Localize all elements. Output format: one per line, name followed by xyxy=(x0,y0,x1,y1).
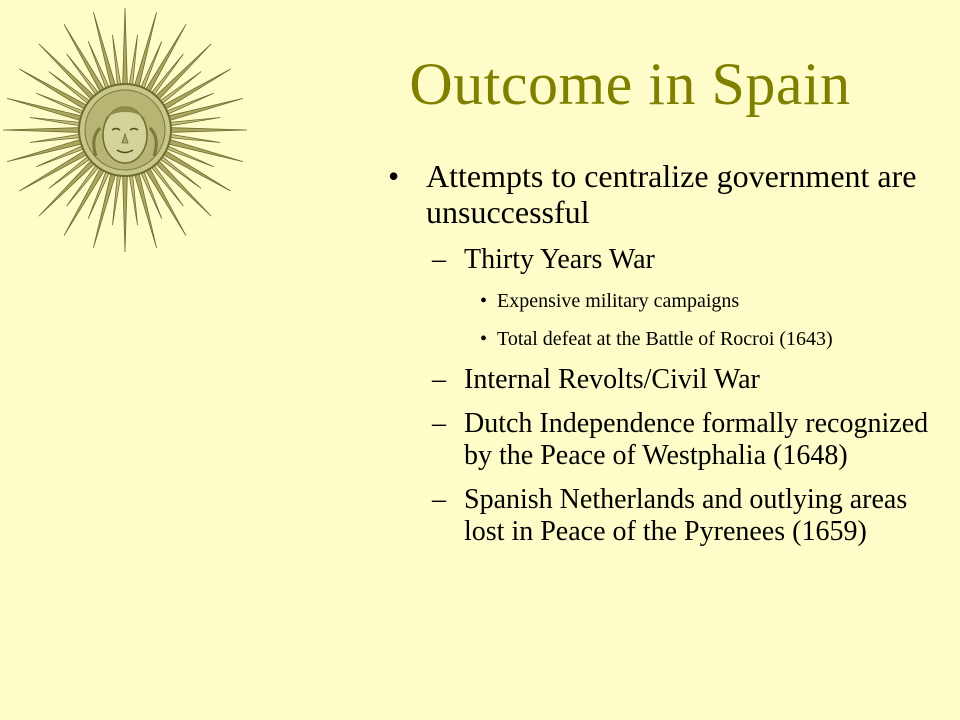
bullet-marker: • xyxy=(480,328,488,350)
sun-ray xyxy=(154,159,211,216)
bullet-text: Expensive military campaigns xyxy=(497,290,740,312)
bullet-text: Thirty Years War xyxy=(464,244,655,275)
bullet-text: Spanish Netherlands and outlying areas lost in Peace of the Pyrenees (1659) xyxy=(464,484,908,547)
bullet-item-level-3 xyxy=(380,326,940,352)
bullet-text: Dutch Independence formally recognized by the Peace of Westphalia (1648) xyxy=(464,408,929,471)
bullet-item-level-2 xyxy=(380,484,940,548)
bullet-text: Attempts to centralize government are unsuccessful xyxy=(426,158,917,230)
dash-marker: – xyxy=(432,244,446,275)
sun-ray xyxy=(3,128,81,133)
dash-marker: – xyxy=(432,364,446,395)
sun-ray xyxy=(39,159,96,216)
dash-marker: – xyxy=(432,408,446,439)
sun-ray xyxy=(123,8,128,86)
bullet-marker: • xyxy=(388,158,400,194)
bullet-item-level-3 xyxy=(380,288,940,314)
bullet-list xyxy=(380,158,940,560)
bullet-item-level-2 xyxy=(380,244,940,276)
bullet-text: Internal Revolts/Civil War xyxy=(464,364,760,395)
bullet-text: Total defeat at the Battle of Rocroi (1643) xyxy=(497,328,833,350)
bullet-item-level-2 xyxy=(380,408,940,472)
sun-ray xyxy=(154,44,211,101)
bullet-item-level-2 xyxy=(380,364,940,396)
page-title: Outcome in Spain xyxy=(409,51,851,117)
sun-ray xyxy=(123,174,128,252)
sun-ray xyxy=(39,44,96,101)
dash-marker: – xyxy=(432,484,446,515)
bullet-item-level-1 xyxy=(380,158,940,230)
bullet-marker: • xyxy=(480,290,488,312)
sun-ray xyxy=(169,128,247,133)
sun-face-emblem-icon xyxy=(0,0,260,260)
